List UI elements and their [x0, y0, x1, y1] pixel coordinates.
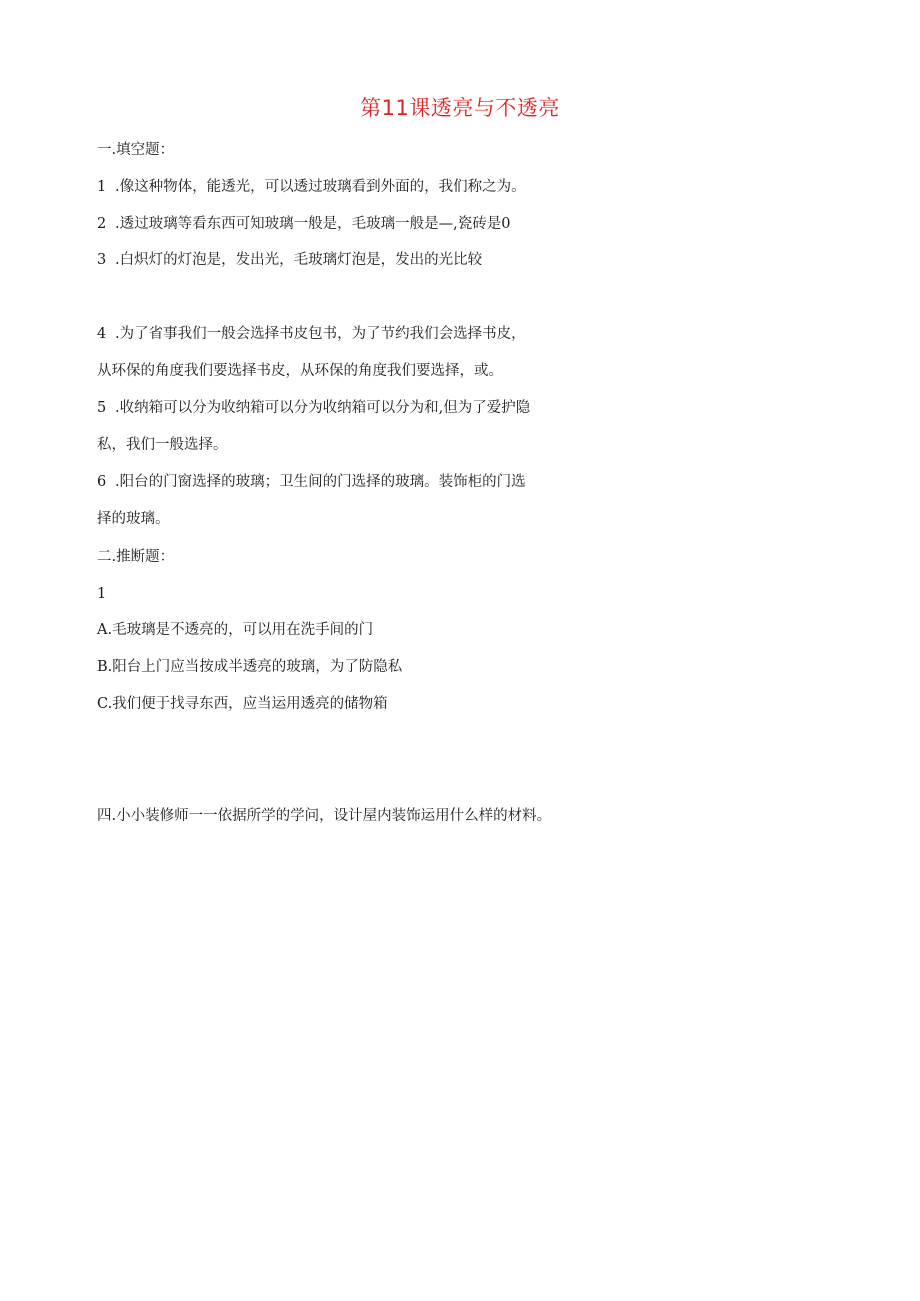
question-number: 1 [97, 179, 107, 195]
section1-heading: 一.填空题： [97, 142, 175, 158]
judgement-number: 1 [97, 586, 107, 602]
question-4-continued: 从环保的角度我们要选择书皮，从环保的角度我们要选择，或。 [97, 363, 503, 379]
question-number: 4 [97, 326, 107, 342]
question-4 [97, 324, 526, 344]
question-3 [97, 250, 482, 270]
question-5 [97, 398, 530, 418]
option-a: A.毛玻璃是不透亮的，可以用在洗手间的门 [97, 622, 374, 638]
question-6 [97, 472, 526, 492]
page-title: 第11课透亮与不透亮 [360, 96, 560, 120]
option-c: C.我们便于找寻东西，应当运用透亮的储物箱 [97, 696, 388, 712]
question-number: 6 [97, 474, 107, 490]
question-2 [97, 214, 510, 234]
question-number: 5 [97, 400, 107, 416]
question-text: .阳台的门窗选择的玻璃；卫生间的门选择的玻璃。装饰柜的门选 [115, 474, 526, 490]
question-1 [97, 177, 526, 197]
question-text: .透过玻璃等看东西可知玻璃一般是，毛玻璃一般是—,瓷砖是0 [115, 216, 511, 232]
section2-heading: 二.推断题： [97, 549, 175, 565]
question-6-continued: 择的玻璃。 [97, 511, 170, 527]
question-text: .收纳箱可以分为收纳箱可以分为收纳箱可以分为和,但为了爱护隐 [115, 400, 531, 416]
section4-heading: 四.小小装修师一一依据所学的学问，设计屋内装饰运用什么样的材料。 [97, 808, 552, 824]
question-number: 2 [97, 216, 107, 232]
question-5-continued: 私，我们一般选择。 [97, 437, 228, 453]
option-b: B.阳台上门应当按成半透亮的玻璃，为了防隐私 [97, 659, 403, 675]
question-text: .白炽灯的灯泡是，发出光，毛玻璃灯泡是，发出的光比较 [115, 252, 483, 268]
question-text: .为了省事我们一般会选择书皮包书，为了节约我们会选择书皮， [115, 326, 526, 342]
question-text: .像这种物体，能透光，可以透过玻璃看到外面的，我们称之为。 [115, 179, 526, 195]
question-number: 3 [97, 252, 107, 268]
